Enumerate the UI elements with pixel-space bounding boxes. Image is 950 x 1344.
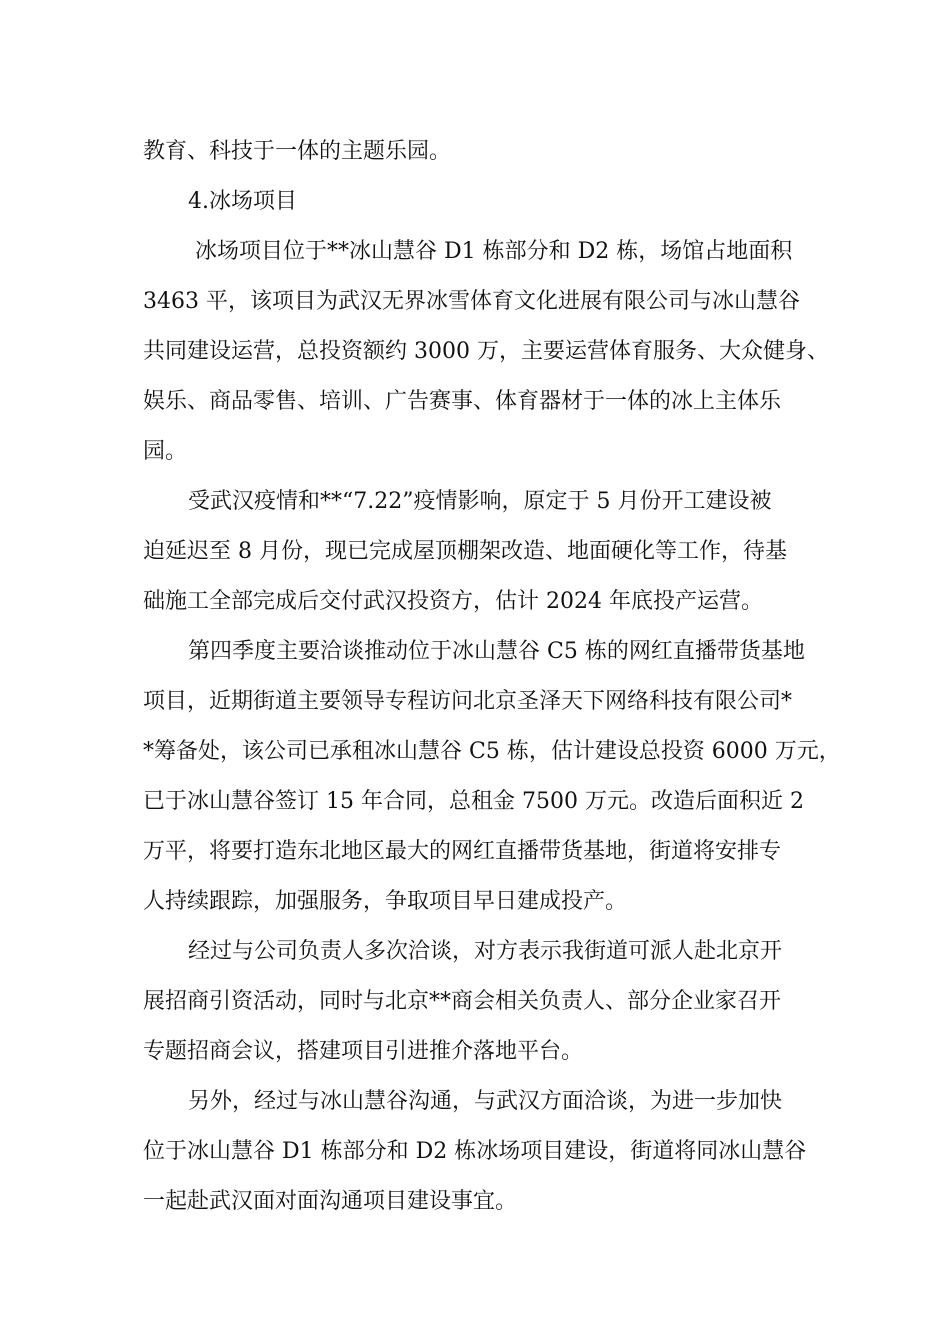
paragraph-line: *筹备处，该公司已承租冰山慧谷 C5 栋，估计建设总投资 6000 万元， <box>143 739 841 764</box>
paragraph-line: 一起赴武汉面对面沟通项目建设事宜。 <box>143 1189 518 1214</box>
paragraph-line: 共同建设运营，总投资额约 3000 万，主要运营体育服务、大众健身、 <box>143 339 829 364</box>
paragraph-line: 人持续跟踪，加强服务，争取项目早日建成投产。 <box>143 889 628 914</box>
paragraph-line: 专题招商会议，搭建项目引进推介落地平台。 <box>143 1039 584 1064</box>
paragraph-line: 位于冰山慧谷 D1 栋部分和 D2 栋冰场项目建设，街道将同冰山慧谷 <box>143 1139 807 1164</box>
paragraph-line: 受武汉疫情和**“7.22”疫情影响，原定于 5 月份开工建设被 <box>188 489 772 514</box>
paragraph-line: 迫延迟至 8 月份，现已完成屋顶棚架改造、地面硬化等工作，待基 <box>143 539 787 564</box>
paragraph-line: 园。 <box>143 439 188 464</box>
paragraph-line: 展招商引资活动，同时与北京**商会相关负责人、部分企业家召开 <box>143 989 782 1014</box>
paragraph-line: 另外，经过与冰山慧谷沟通，与武汉方面洽谈，为进一步加快 <box>188 1089 783 1114</box>
paragraph-line: 教育、科技于一体的主题乐园。 <box>143 139 452 164</box>
paragraph-line: 础施工全部完成后交付武汉投资方，估计 2024 年底投产运营。 <box>143 589 763 614</box>
paragraph-line: 3463 平，该项目为武汉无界冰雪体育文化进展有限公司与冰山慧谷 <box>143 289 800 314</box>
paragraph-line: 经过与公司负责人多次洽谈，对方表示我街道可派人赴北京开 <box>188 939 783 964</box>
paragraph-line: 万平，将要打造东北地区最大的网红直播带货基地，街道将安排专 <box>143 839 782 864</box>
paragraph-line: 项目，近期街道主要领导专程访问北京圣泽天下网络科技有限公司* <box>143 689 793 714</box>
paragraph-line: 第四季度主要洽谈推动位于冰山慧谷 C5 栋的网红直播带货基地 <box>188 639 805 664</box>
paragraph-line: 娱乐、商品零售、培训、广告赛事、体育器材于一体的冰上主体乐 <box>143 389 782 414</box>
paragraph-line: 已于冰山慧谷签订 15 年合同，总租金 7500 万元。改造后面积近 2 <box>143 789 804 814</box>
section-heading: 4.冰场项目 <box>188 189 297 214</box>
paragraph-line: 冰场项目位于**冰山慧谷 D1 栋部分和 D2 栋，场馆占地面积 <box>195 239 793 264</box>
